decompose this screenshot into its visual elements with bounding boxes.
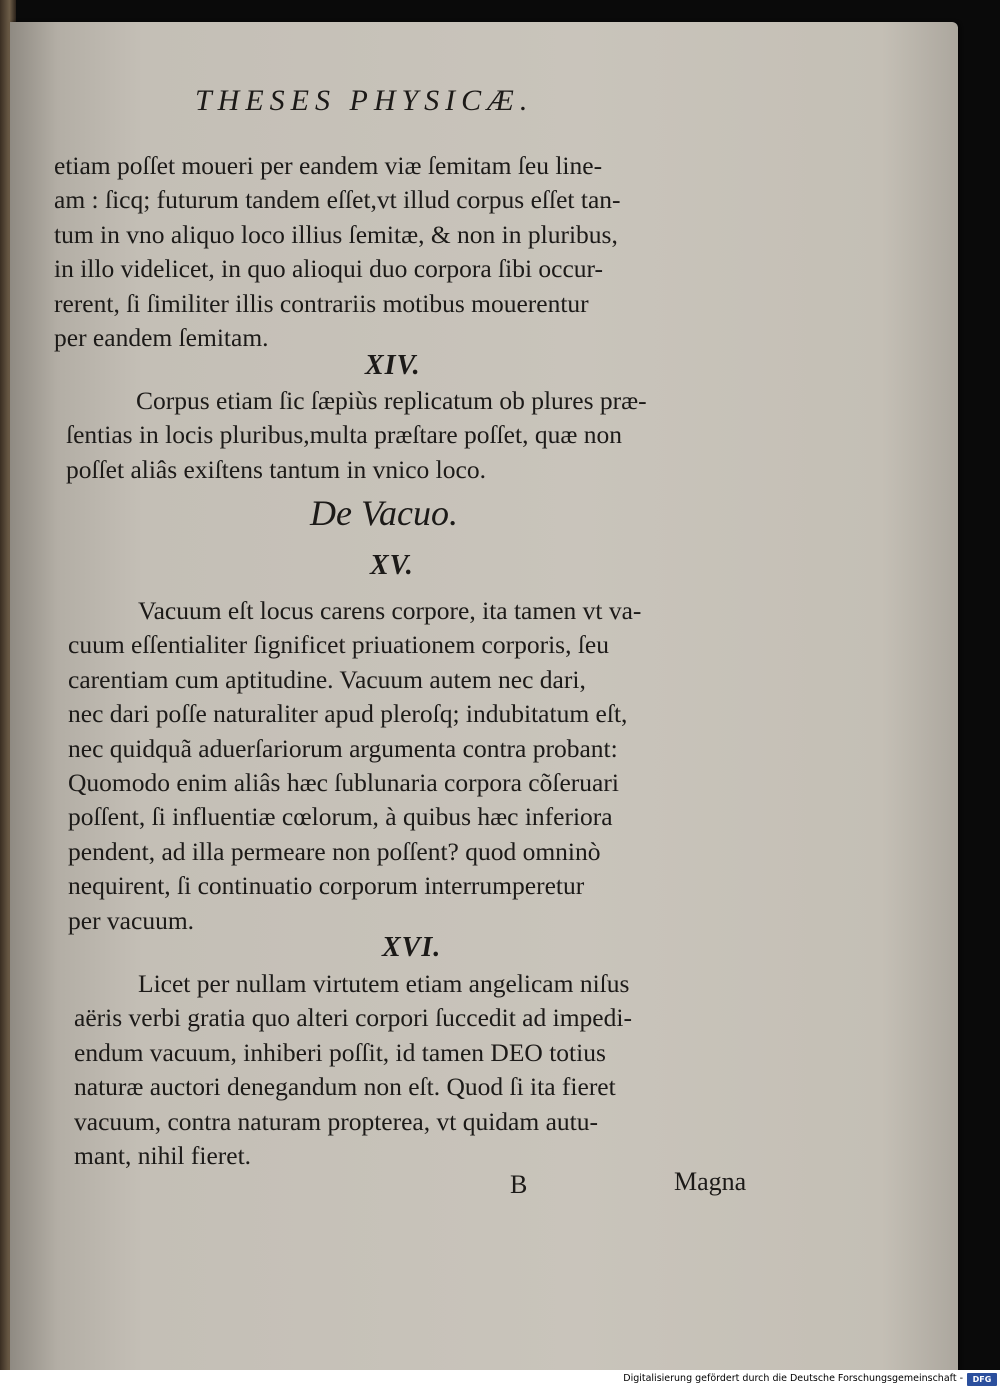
catchword: Magna xyxy=(674,1167,747,1196)
text-line: endum vacuum, inhiberi poſſit, id tamen DEO totius xyxy=(74,1037,606,1067)
funding-footer-bar xyxy=(0,1370,1000,1390)
text-line: ſentias in locis pluribus,multa præſtare poſſet, quæ non xyxy=(66,420,622,450)
running-head: THESES PHYSICÆ. xyxy=(195,84,534,117)
text-line: pendent, ad illa permeare non poſſent? quod omninò xyxy=(68,836,601,866)
thesis-xvi-text xyxy=(74,967,632,1173)
section-title-de-vacuo: De Vacuo. xyxy=(310,493,458,533)
text-line: aëris verbi gratia quo alteri corpori ſuccedit ad impedi- xyxy=(74,1003,632,1033)
text-line: rerent, ſi ſimiliter illis contrariis motibus mouerentur xyxy=(54,288,589,318)
text-line: vacuum, contra naturam propterea, vt quidam autu- xyxy=(74,1106,598,1136)
text-line: tum in vno aliquo loco illius ſemitæ, & non in pluribus, xyxy=(54,219,618,249)
text-line: am : ſicq; futurum tandem eſſet,vt illud corpus eſſet tan- xyxy=(54,185,621,215)
book-page xyxy=(10,22,958,1370)
paragraph-continuation xyxy=(54,149,621,355)
text-line: poſſet aliâs exiſtens tantum in vnico loco. xyxy=(66,454,486,484)
thesis-xv-text xyxy=(68,594,641,938)
text-line: per vacuum. xyxy=(68,905,195,935)
funding-note: Digitalisierung gefördert durch die Deutsche Forschungsgemeinschaft - xyxy=(623,1373,963,1384)
text-line: per eandem ſemitam. xyxy=(54,323,269,353)
page-text-block xyxy=(10,22,958,1370)
text-line: nec quidquã aduerſariorum argumenta contra probant: xyxy=(68,733,618,763)
text-line: nequirent, ſi continuatio corporum interrumperetur xyxy=(68,871,585,901)
text-line: nec dari poſſe naturaliter apud pleroſq; indubitatum eſt, xyxy=(68,699,628,729)
text-line: carentiam cum aptitudine. Vacuum autem nec dari, xyxy=(68,664,586,694)
thesis-number-xiv: XIV. xyxy=(365,350,421,381)
thesis-number-xv: XV. xyxy=(370,550,414,581)
text-line: Licet per nullam virtutem etiam angelicam niſus xyxy=(138,969,630,998)
text-line: Quomodo enim aliâs hæc ſublunaria corpora cõſeruari xyxy=(68,768,619,798)
text-line: naturæ auctori denegandum non eſt. Quod ſi ita fieret xyxy=(74,1072,616,1102)
thesis-xiv-text xyxy=(66,384,647,487)
thesis-number-xvi: XVI. xyxy=(382,932,442,963)
text-line: Corpus etiam ſic ſæpiùs replicatum ob plures præ- xyxy=(136,386,647,415)
text-line: mant, nihil fieret. xyxy=(74,1141,252,1171)
dfg-logo-icon: DFG xyxy=(967,1373,997,1386)
text-line: poſſent, ſi influentiæ cœlorum, à quibus hæc inferiora xyxy=(68,802,613,832)
text-line: etiam poſſet moueri per eandem viæ ſemitam ſeu line- xyxy=(54,151,603,180)
signature-mark: B xyxy=(510,1170,528,1199)
text-line: Vacuum eſt locus carens corpore, ita tamen vt va- xyxy=(138,596,642,625)
text-line: in illo videlicet, in quo alioqui duo corpora ſibi occur- xyxy=(54,254,604,284)
text-line: cuum eſſentialiter ſignificet priuationem corporis, ſeu xyxy=(68,630,609,660)
